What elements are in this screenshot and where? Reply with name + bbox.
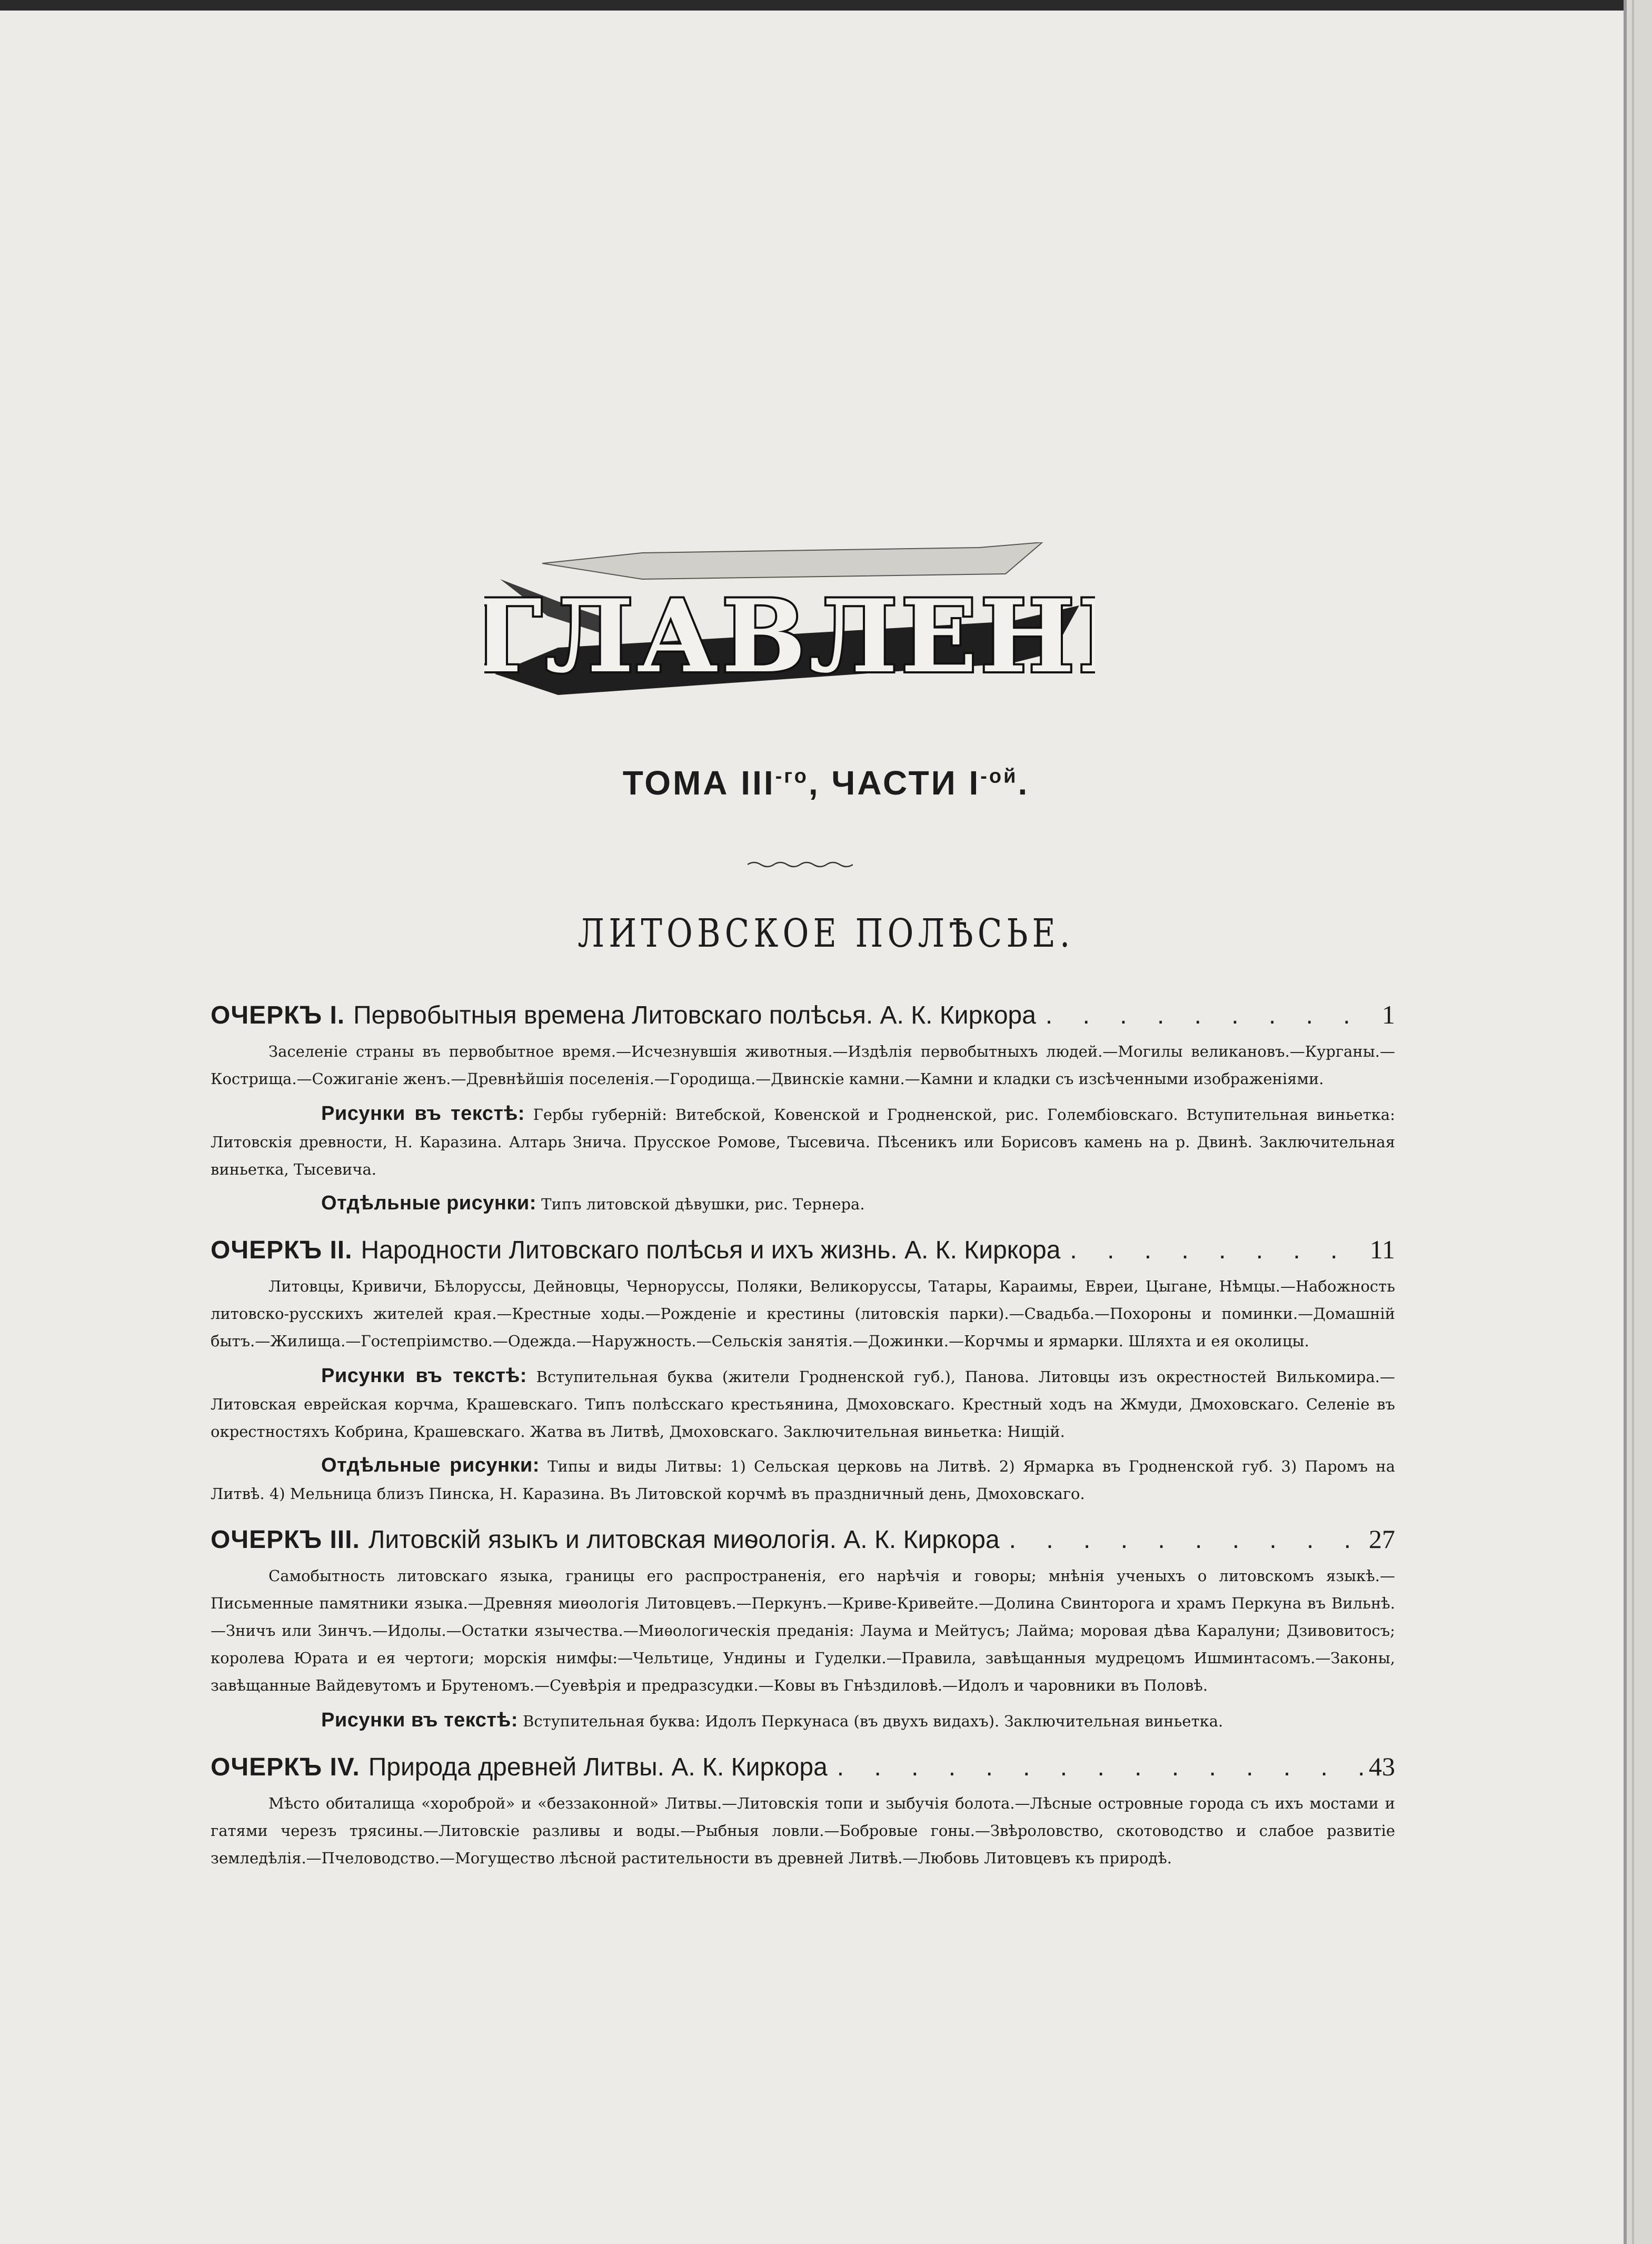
title-vignette-graphic [484,542,1095,721]
figures-in-text [211,1362,1395,1445]
essay-title: Первобытныя времена Литовскаго полѣсья. А. К. Киркора [353,1001,1036,1029]
essay-number: ОЧЕРКЪ II. [211,1236,353,1264]
figures-text: Типъ литовской дѣвушки, рис. Тернера. [541,1195,865,1213]
essay-number: ОЧЕРКЪ IV. [211,1753,360,1781]
subtitle [0,763,1652,802]
essay-number: ОЧЕРКЪ III. [211,1526,360,1554]
figures-in-text [211,1100,1395,1183]
figures-text: Типы и виды Литвы: 1) Сельская церковь на Литвѣ. 2) Ярмарка въ Гродненской губ. 3) Паромъ на Литвѣ. 4) Мельница близъ Пинска, Н. Каразина. Въ Литовской корчмѣ въ праздничный день, Дмоховскаго. [211,1457,1395,1503]
toc-content [211,998,1395,1886]
page-number: 43 [1369,1752,1395,1781]
essay-description: Заселеніе страны въ первобытное время.—Исчезнувшія животныя.—Издѣлія первобытныхъ людей.—Могилы великановъ.—Курганы.—Кострища.—Сожиганіе женъ.—Древнѣйшія поселенія.—Городища.—Двинскіе камни.—Камни и кладки съ изсѣченными изображеніями. [211,1042,1395,1088]
toc-entry-heading [211,998,1395,1032]
figures-label: Рисунки въ текстѣ: [321,1709,518,1731]
subtitle-sup-1: -го [775,765,809,788]
title-text: ГЛАВЛЕН [484,578,1078,695]
page-number: 11 [1369,1235,1395,1264]
leader-dots [1036,999,1377,1032]
title-vignette [484,542,1095,721]
toc-entry-4 [211,1750,1395,1872]
essay-number: ОЧЕРКЪ I. [211,1001,345,1029]
title-text-fill: ГЛАВЛЕН [484,578,1078,695]
page-number: 27 [1369,1524,1395,1554]
figures-text: Гербы губерній: Витебской, Ковенской и Гродненской, рис. Голембіовскаго. Вступительная виньетка: Литовскія древности, Н. Каразина. Алтарь Знича. Прусское Ромове, Тысевича. Пѣсеникъ или Борисовъ камень на р. Двинѣ. Заключительная виньетка, Тысевича. [211,1106,1395,1178]
toc-entry-2 [211,1233,1395,1507]
leader-dots [828,1751,1364,1784]
toc-entry-heading [211,1750,1395,1784]
figures-in-text [211,1706,1395,1735]
leader-dots [1060,1234,1364,1267]
essay-description: Самобытность литовскаго языка, границы его распространенія, его нарѣчія и говоры; мнѣнія ученыхъ о литовскомъ языкѣ.—Письменные памятники языка.—Древняя миѳологія Литовцевъ.—Перкунъ.—Криве-Кривейте.—Долина Свинторога и храмъ Перкуна въ Вильнѣ.—Зничъ или Зинчъ.—Идолы.—Остатки язычества.—Миѳологическія преданія: Лаума и Мейтусъ; Лайма; моровая дѣва Каралуни; Дзивовитосъ; королева Юрата и ея чертоги; морскія нимфы:—Чельтице, Ундины и Гуделки.—Правила, завѣщанныя мудрецомъ Ишминтасомъ.—Законы, завѣщанные Вайдевутомъ и Брутеномъ.—Суевѣрія и предразсудки.—Ковы въ Гнѣздиловѣ.—Идолъ и чаровники въ Половѣ. [211,1567,1395,1694]
essay-title: Природа древней Литвы. А. К. Киркора [368,1753,828,1781]
decorative-divider [748,859,853,870]
figures-text: Вступительная буква: Идолъ Перкунаса (въ двухъ видахъ). Заключительная виньетка. [523,1712,1223,1730]
subtitle-end: . [1018,764,1030,802]
subtitle-main: ТОМА III [622,764,775,802]
essay-description: Мѣсто обиталища «хороброй» и «беззаконной» Литвы.—Литовскія топи и зыбучія болота.—Лѣсные островные городa съ ихъ мостами и гатями черезъ трясины.—Литовскіе разливы и воды.—Рыбныя ловли.—Бобровые гоны.—Звѣроловство, скотоводство и слабое развитіе земледѣлія.—Пчеловодство.—Могущество лѣсной растительности въ древней Литвѣ.—Любовь Литовцевъ къ природѣ. [211,1794,1395,1867]
toc-entry-1 [211,998,1395,1218]
figures-label: Рисунки въ текстѣ: [321,1365,527,1387]
figures-text: Вступительная буква (жители Гродненской губ.), Панова. Литовцы изъ окрестностей Вилькомира.—Литовская еврейская корчма, Крашевскаго. Типъ полѣсскаго крестьянина, Дмоховскаго. Крестный ходъ на Жмуди, Дмоховскаго. Селеніе въ окрестностяхъ Кобрина, Крашевскаго. Жатва въ Литвѣ, Дмоховскаго. Заключительная виньетка: Нищій. [211,1368,1395,1441]
section-heading: ЛИТОВСКОЕ ПОЛѢСЬЕ. [578,911,1074,956]
figures-label: Отдѣльные рисунки: [321,1192,536,1214]
subtitle-sep: , ЧАСТИ I [808,764,981,802]
essay-description: Литовцы, Кривичи, Бѣлоруссы, Дейновцы, Черноруссы, Поляки, Великоруссы, Татары, Караимы, Евреи, Цыгане, Нѣмцы.—Набожность литовско-русскихъ жителей края.—Крестные ходы.—Рожденіе и крестины (литовскія парки).—Свадьба.—Похороны и поминки.—Домашній бытъ.—Жилища.—Гостепріимство.—Одежда.—Наружность.—Сельскія занятія.—Дожинки.—Корчмы и ярмарки. Шляхта и ея околицы. [211,1277,1395,1350]
toc-entry-3 [211,1522,1395,1735]
page-top-edge [0,0,1652,11]
essay-title: Литовскій языкъ и литовская миѳологія. А. К. Киркора [368,1526,1000,1554]
figures-label: Отдѣльные рисунки: [321,1454,540,1476]
figures-label: Рисунки въ текстѣ: [321,1103,525,1125]
page-number: 1 [1382,1000,1395,1029]
page-right-edge [1624,0,1652,2244]
separate-figures [211,1452,1395,1507]
toc-entry-heading [211,1233,1395,1267]
essay-title: Народности Литовскаго полѣсья и ихъ жизнь. А. К. Киркора [361,1236,1061,1264]
separate-figures [211,1189,1395,1218]
toc-entry-heading [211,1522,1395,1557]
leader-dots [1000,1523,1364,1557]
subtitle-sup-2: -ой [980,765,1018,788]
